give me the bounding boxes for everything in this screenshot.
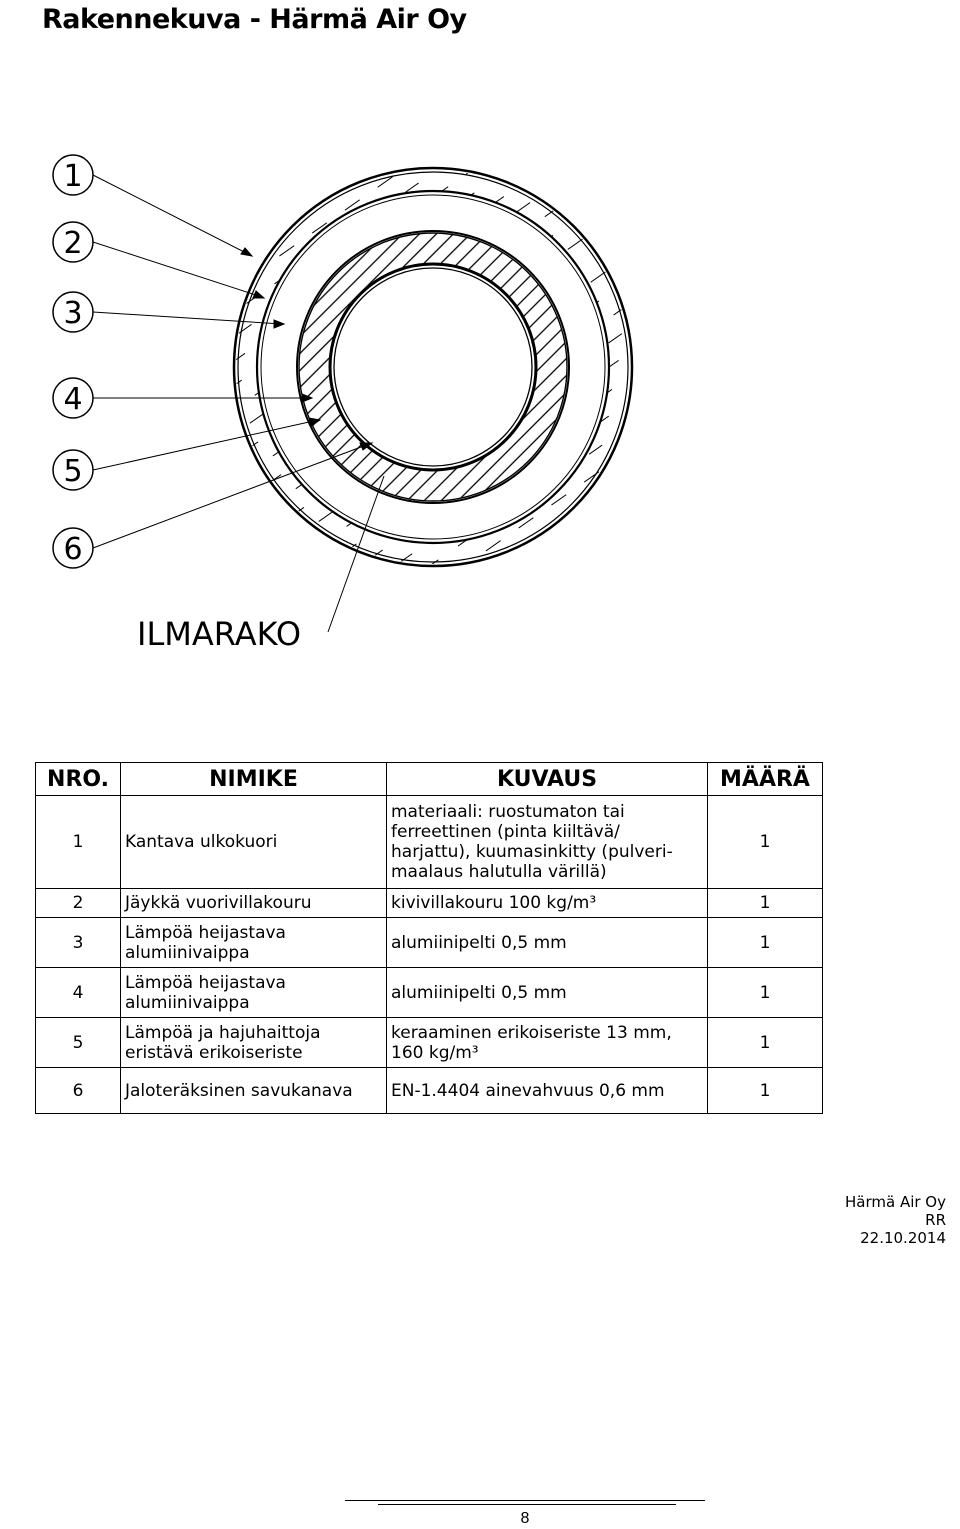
cell-maara: 1 xyxy=(708,1018,823,1068)
callout-3 xyxy=(53,292,93,332)
svg-text:3: 3 xyxy=(63,296,83,331)
footer-rule xyxy=(345,1500,705,1501)
header-maara: MÄÄRÄ xyxy=(708,763,823,796)
footer-initials: RR xyxy=(925,1211,946,1229)
cell-nimike: Lämpöä heijastava alumiinivaippa xyxy=(121,968,387,1018)
cell-maara: 1 xyxy=(708,889,823,918)
table-row xyxy=(36,1018,823,1068)
header-nro: NRO. xyxy=(36,763,121,796)
cell-maara: 1 xyxy=(708,968,823,1018)
cell-nro: 2 xyxy=(36,889,121,918)
parts-table xyxy=(35,762,823,1114)
page-number: 8 xyxy=(520,1510,530,1527)
svg-text:4: 4 xyxy=(63,382,83,417)
table-row xyxy=(36,796,823,889)
cell-maara: 1 xyxy=(708,1068,823,1114)
page-title: Rakennekuva - Härmä Air Oy xyxy=(42,4,467,35)
cell-kuvaus: EN-1.4404 ainevahvuus 0,6 mm xyxy=(387,1068,708,1114)
svg-text:1: 1 xyxy=(63,159,83,194)
table-row xyxy=(36,918,823,968)
cell-nimike: Kantava ulkokuori xyxy=(121,796,387,889)
callout-4 xyxy=(53,378,93,418)
footer-company: Härmä Air Oy xyxy=(845,1193,946,1211)
cross-section-drawing xyxy=(0,0,960,760)
signature-block xyxy=(845,1193,946,1247)
cell-nro: 6 xyxy=(36,1068,121,1114)
cell-nro: 1 xyxy=(36,796,121,889)
header-nimike: NIMIKE xyxy=(121,763,387,796)
cell-kuvaus: alumiinipelti 0,5 mm xyxy=(387,968,708,1018)
cell-kuvaus: alumiinipelti 0,5 mm xyxy=(387,918,708,968)
header-kuvaus: KUVAUS xyxy=(387,763,708,796)
cell-kuvaus: keraaminen erikoiseriste 13 mm, 160 kg/m³ xyxy=(387,1018,708,1068)
svg-text:6: 6 xyxy=(63,532,83,567)
table-header-row xyxy=(36,763,823,796)
table-row xyxy=(36,1068,823,1114)
cell-maara: 1 xyxy=(708,796,823,889)
svg-text:5: 5 xyxy=(63,454,83,489)
cell-nimike: Lämpöä heijastava alumiinivaippa xyxy=(121,918,387,968)
footer-date: 22.10.2014 xyxy=(860,1229,946,1247)
air-gap-label: ILMARAKO xyxy=(137,615,302,653)
callout-1 xyxy=(53,155,93,195)
cell-nimike: Lämpöä ja hajuhaittoja eristävä erikoiseriste xyxy=(121,1018,387,1068)
callout-5 xyxy=(53,450,93,490)
cell-kuvaus: kivivillakouru 100 kg/m³ xyxy=(387,889,708,918)
callout-2 xyxy=(53,222,93,262)
cell-nro: 3 xyxy=(36,918,121,968)
svg-text:2: 2 xyxy=(63,226,83,261)
cell-nimike: Jaloteräksinen savukanava xyxy=(121,1068,387,1114)
callout-6 xyxy=(53,528,93,568)
cell-kuvaus: materiaali: ruostumaton tai ferreettinen (pinta kiiltävä/ harjattu), kuumasinkitty (pulveri-maalaus halutulla värillä) xyxy=(387,796,708,889)
cell-maara: 1 xyxy=(708,918,823,968)
cell-nro: 4 xyxy=(36,968,121,1018)
cell-nimike: Jäykkä vuorivillakouru xyxy=(121,889,387,918)
cell-nro: 5 xyxy=(36,1018,121,1068)
table-row xyxy=(36,889,823,918)
flue-pipe xyxy=(330,264,536,470)
table-row xyxy=(36,968,823,1018)
footer-rule-short xyxy=(378,1504,676,1505)
